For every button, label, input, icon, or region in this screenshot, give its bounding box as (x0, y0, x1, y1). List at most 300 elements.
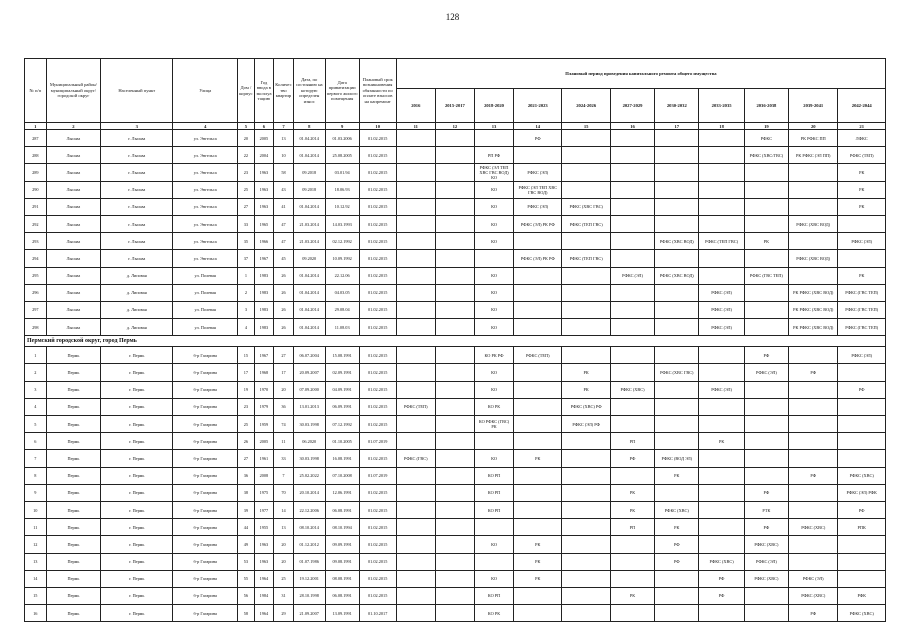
street-cell: ул. Энгельса (173, 250, 238, 267)
column-number: 12 (435, 123, 474, 130)
period-cell (789, 198, 838, 215)
period-cell: РФКС (ХВС) (838, 467, 886, 484)
house-cell: 20 (238, 130, 254, 147)
period-cell (655, 130, 699, 147)
period-cell: РФ (789, 467, 838, 484)
table-row (25, 147, 886, 164)
street-cell: б-р Гагарина (173, 587, 238, 604)
district-cell: Лысьва (46, 284, 101, 301)
year-cell: 1961 (254, 450, 274, 467)
period-cell (610, 364, 654, 381)
house-cell: 37 (238, 250, 254, 267)
settlement-cell: г. Пермь (101, 398, 173, 415)
planned-term-cell: 01.02.2015 (359, 250, 396, 267)
year-cell: 1963 (254, 536, 274, 553)
period-cell (699, 147, 744, 164)
date-status-cell: 01.04.2014 (293, 147, 325, 164)
period-cell (396, 467, 435, 484)
period-cell (396, 215, 435, 232)
date-private-cell: 29.08.04 (325, 301, 359, 318)
period-cell: РК (610, 501, 654, 518)
period-cell: КО РП (474, 501, 513, 518)
period-cell (610, 181, 654, 198)
period-cell (699, 267, 744, 284)
house-cell: 19 (238, 381, 254, 398)
date-status-cell: 21.03.2014 (293, 215, 325, 232)
date-private-cell: 04.03.05 (325, 284, 359, 301)
planned-term-cell: 01.02.2015 (359, 501, 396, 518)
period-cell (744, 381, 788, 398)
apartments-cell: 14 (274, 501, 294, 518)
period-cell (396, 553, 435, 570)
settlement-cell: г. Лысьва (101, 147, 173, 164)
period-cell (789, 433, 838, 450)
table-row (25, 347, 886, 364)
apartments-cell: 17 (274, 364, 294, 381)
period-cell: РФКС (ВОД ЭЛ) (655, 450, 699, 467)
period-cell: КО РК (474, 398, 513, 415)
period-cell (562, 319, 610, 336)
table-row (25, 519, 886, 536)
period-cell (396, 364, 435, 381)
settlement-cell: г. Пермь (101, 364, 173, 381)
house-cell: 3 (238, 301, 254, 318)
column-number: 14 (514, 123, 562, 130)
period-cell (562, 164, 610, 181)
period-cell: РК (838, 181, 886, 198)
row-number-cell: 14 (25, 570, 47, 587)
district-cell: Пермь (46, 347, 101, 364)
period-cell (610, 130, 654, 147)
street-cell: б-р Гагарина (173, 484, 238, 501)
district-cell: Пермь (46, 501, 101, 518)
period-cell: КО (474, 364, 513, 381)
settlement-cell: г. Пермь (101, 347, 173, 364)
period-cell (655, 181, 699, 198)
street-cell: ул. Энгельса (173, 215, 238, 232)
period-cell: РФКС (ЭЛ) (838, 347, 886, 364)
street-cell: б-р Гагарина (173, 450, 238, 467)
period-header: 2027-2029 (610, 89, 654, 123)
col-year-header: Год ввода в эксплуатацию (254, 59, 274, 123)
date-status-cell: 30.03.1998 (293, 450, 325, 467)
period-cell: РФ (744, 347, 788, 364)
period-cell (396, 519, 435, 536)
period-cell (655, 416, 699, 433)
date-status-cell: 21.03.2014 (293, 233, 325, 250)
year-cell: 1964 (254, 605, 274, 622)
period-cell (744, 450, 788, 467)
date-private-cell: 02.09.1991 (325, 364, 359, 381)
period-cell (435, 416, 474, 433)
period-cell (435, 587, 474, 604)
apartments-cell: 33 (274, 450, 294, 467)
settlement-cell: г. Лысьва (101, 250, 173, 267)
period-cell: РФКС (ХВС) РФ (562, 398, 610, 415)
period-cell (610, 164, 654, 181)
period-cell: РФКС (ЭЛ) (744, 364, 788, 381)
period-cell (838, 398, 886, 415)
period-cell: РФКС (ЭЛ) РК РФ (514, 215, 562, 232)
period-cell (514, 433, 562, 450)
street-cell: ул. Энгельса (173, 181, 238, 198)
apartments-cell: 29 (274, 605, 294, 622)
period-cell (699, 416, 744, 433)
table-row (25, 484, 886, 501)
year-cell: 1983 (254, 267, 274, 284)
period-cell (396, 147, 435, 164)
period-cell (699, 398, 744, 415)
date-status-cell: 25.02.2022 (293, 467, 325, 484)
period-cell (562, 433, 610, 450)
date-status-cell: 09.2018 (293, 181, 325, 198)
period-cell (744, 164, 788, 181)
date-status-cell: 01.04.2014 (293, 130, 325, 147)
date-private-cell: 18.06.93 (325, 181, 359, 198)
district-cell: Лысьва (46, 215, 101, 232)
period-cell (699, 250, 744, 267)
period-cell: КО (474, 198, 513, 215)
period-cell (514, 416, 562, 433)
planned-term-cell: 01.02.2015 (359, 215, 396, 232)
period-cell (789, 233, 838, 250)
period-cell (699, 501, 744, 518)
period-cell: КО РФКС (ГВС) РК (474, 416, 513, 433)
period-cell: РФК (838, 587, 886, 604)
year-cell: 2004 (254, 147, 274, 164)
period-cell (655, 484, 699, 501)
page-number: 128 (445, 12, 460, 22)
period-cell: КО РП (474, 484, 513, 501)
period-cell (435, 233, 474, 250)
period-cell (435, 570, 474, 587)
house-cell: 53 (238, 553, 254, 570)
period-cell (514, 233, 562, 250)
period-cell (396, 433, 435, 450)
row-number-cell: 298 (25, 319, 47, 336)
district-cell: Лысьва (46, 198, 101, 215)
settlement-cell: г. Пермь (101, 553, 173, 570)
row-number-cell: 13 (25, 553, 47, 570)
period-cell: РФКС (ГВС ТЕП) (838, 301, 886, 318)
period-cell: РФ (789, 364, 838, 381)
date-status-cell: 09.2020 (293, 250, 325, 267)
period-cell (699, 519, 744, 536)
period-cell: РФКС (ГВС ТЕП) (744, 267, 788, 284)
period-cell: КО РК РФ (474, 347, 513, 364)
street-cell: б-р Гагарина (173, 570, 238, 587)
col-date-status-header: Дата, по состоянию на которую определен износ (293, 59, 325, 123)
period-cell (435, 398, 474, 415)
period-cell: РФ (789, 605, 838, 622)
planned-term-cell: 01.02.2015 (359, 267, 396, 284)
period-cell: РК РФКС (ХВС ВОД) (789, 301, 838, 318)
date-private-cell: 10.12.92 (325, 198, 359, 215)
row-number-cell: 5 (25, 416, 47, 433)
house-cell: 17 (238, 364, 254, 381)
apartments-cell: 25 (274, 570, 294, 587)
date-status-cell: 20.10.2014 (293, 484, 325, 501)
period-cell (610, 398, 654, 415)
period-header: 2039-2041 (789, 89, 838, 123)
date-private-cell: 04.09.1991 (325, 381, 359, 398)
period-cell (562, 347, 610, 364)
section-title: Пермский городской округ, город Пермь (25, 336, 886, 347)
period-cell (744, 198, 788, 215)
period-cell (655, 284, 699, 301)
table-row (25, 319, 886, 336)
period-cell: РФКС (ЭЛ) РФ (562, 416, 610, 433)
column-number: 13 (474, 123, 513, 130)
period-cell (744, 416, 788, 433)
year-cell: 1963 (254, 553, 274, 570)
planned-term-cell: 01.02.2015 (359, 570, 396, 587)
column-number: 15 (562, 123, 610, 130)
district-cell: Лысьва (46, 267, 101, 284)
table-row (25, 250, 886, 267)
house-cell: 26 (238, 433, 254, 450)
period-header: 2016 (396, 89, 435, 123)
date-private-cell: 13.09.1991 (325, 605, 359, 622)
period-cell (562, 605, 610, 622)
period-cell: КО (474, 215, 513, 232)
year-cell: 1959 (254, 416, 274, 433)
date-status-cell: 01.12.2012 (293, 536, 325, 553)
period-cell (514, 319, 562, 336)
row-number-cell: 11 (25, 519, 47, 536)
period-cell (655, 587, 699, 604)
district-cell: Пермь (46, 536, 101, 553)
row-number-cell: 3 (25, 381, 47, 398)
district-cell: Пермь (46, 450, 101, 467)
planned-term-cell: 01.07.2019 (359, 467, 396, 484)
planned-term-cell: 01.02.2015 (359, 450, 396, 467)
period-cell: КО (474, 233, 513, 250)
period-cell (610, 250, 654, 267)
period-cell: РФКС (ХВС) (838, 605, 886, 622)
column-number: 7 (274, 123, 294, 130)
planned-term-cell: 01.02.2015 (359, 164, 396, 181)
period-cell (838, 433, 886, 450)
period-cell (655, 198, 699, 215)
planned-term-cell: 01.07.2019 (359, 433, 396, 450)
column-number: 9 (325, 123, 359, 130)
row-number-cell: 291 (25, 198, 47, 215)
apartments-cell: 10 (274, 147, 294, 164)
period-cell (514, 519, 562, 536)
table-row (25, 215, 886, 232)
period-cell (655, 381, 699, 398)
column-number: 20 (789, 123, 838, 130)
district-cell: Лысьва (46, 233, 101, 250)
settlement-cell: г. Лысьва (101, 198, 173, 215)
district-cell: Пермь (46, 398, 101, 415)
period-cell: РФ (744, 519, 788, 536)
period-cell (435, 553, 474, 570)
date-private-cell: 11.08.03 (325, 319, 359, 336)
house-cell: 58 (238, 605, 254, 622)
planned-term-cell: 01.02.2015 (359, 587, 396, 604)
table-row (25, 450, 886, 467)
planned-term-cell: 01.02.2015 (359, 147, 396, 164)
row-number-cell: 293 (25, 233, 47, 250)
period-cell (435, 250, 474, 267)
apartments-cell: 70 (274, 484, 294, 501)
period-cell: РФКС (ХВС/ГВС) (744, 147, 788, 164)
row-number-cell: 1 (25, 347, 47, 364)
street-cell: ул. Полевая (173, 284, 238, 301)
period-cell (610, 570, 654, 587)
district-cell: Пермь (46, 605, 101, 622)
period-cell (562, 147, 610, 164)
period-cell (396, 347, 435, 364)
street-cell: б-р Гагарина (173, 501, 238, 518)
period-cell (562, 301, 610, 318)
date-private-cell: 06.08.1991 (325, 587, 359, 604)
house-cell: 35 (238, 233, 254, 250)
year-cell: 1984 (254, 587, 274, 604)
period-cell (838, 450, 886, 467)
period-cell (396, 284, 435, 301)
period-cell (789, 501, 838, 518)
period-cell: РК (655, 467, 699, 484)
year-cell: 1963 (254, 164, 274, 181)
apartments-cell: 13 (274, 130, 294, 147)
period-cell: РК (838, 198, 886, 215)
house-cell: 55 (238, 570, 254, 587)
col-planned-term-header: Плановый срок возникновения обязанности по оплате взносов на капремонт (359, 59, 396, 123)
column-number: 8 (293, 123, 325, 130)
period-cell (562, 181, 610, 198)
settlement-cell: г. Лысьва (101, 233, 173, 250)
row-number-cell: 288 (25, 147, 47, 164)
period-cell (699, 484, 744, 501)
settlement-cell: г. Пермь (101, 587, 173, 604)
period-cell (435, 467, 474, 484)
period-cell (435, 364, 474, 381)
date-status-cell: 07.09.2000 (293, 381, 325, 398)
period-cell (435, 501, 474, 518)
period-cell (699, 605, 744, 622)
year-cell: 1979 (254, 398, 274, 415)
street-cell: ул. Полевая (173, 301, 238, 318)
period-header: 2021-2023 (514, 89, 562, 123)
date-status-cell: 01.04.2014 (293, 301, 325, 318)
street-cell: б-р Гагарина (173, 519, 238, 536)
house-cell: 27 (238, 198, 254, 215)
period-cell: РФКС (ГВС ТЕП) (838, 284, 886, 301)
period-cell (435, 147, 474, 164)
period-cell: РК РФКС (ЭЛ ПП) (789, 147, 838, 164)
apartments-cell: 20 (274, 553, 294, 570)
year-cell: 1963 (254, 198, 274, 215)
row-number-cell: 296 (25, 284, 47, 301)
planned-term-cell: 01.02.2015 (359, 301, 396, 318)
column-number: 21 (838, 123, 886, 130)
row-number-cell: 8 (25, 467, 47, 484)
period-cell (396, 233, 435, 250)
period-cell (396, 130, 435, 147)
apartments-cell: 7 (274, 467, 294, 484)
period-cell: РК (655, 519, 699, 536)
house-cell: 27 (238, 450, 254, 467)
planned-term-cell: 01.02.2015 (359, 364, 396, 381)
period-cell (396, 250, 435, 267)
period-cell (699, 364, 744, 381)
period-cell (610, 301, 654, 318)
apartments-cell: 36 (274, 398, 294, 415)
period-cell (655, 433, 699, 450)
street-cell: ул. Энгельса (173, 147, 238, 164)
date-private-cell: 10.09.1992 (325, 250, 359, 267)
settlement-cell: д. Липовая (101, 267, 173, 284)
period-cell (655, 347, 699, 364)
period-cell (514, 147, 562, 164)
date-private-cell: 09.09.1991 (325, 536, 359, 553)
district-cell: Пермь (46, 587, 101, 604)
period-header: 2018-2020 (474, 89, 513, 123)
period-cell: РК (562, 364, 610, 381)
street-cell: ул. Энгельса (173, 233, 238, 250)
period-cell (474, 433, 513, 450)
period-cell: РФКС (ХВС ВОД) (655, 233, 699, 250)
house-cell: 23 (238, 164, 254, 181)
row-number-cell: 290 (25, 181, 47, 198)
settlement-cell: д. Липовая (101, 284, 173, 301)
row-number-cell: 287 (25, 130, 47, 147)
period-cell: КО РП (474, 587, 513, 604)
street-cell: б-р Гагарина (173, 536, 238, 553)
period-cell (838, 570, 886, 587)
period-cell (789, 381, 838, 398)
row-number-cell: 7 (25, 450, 47, 467)
period-cell: РФКС (ГВС) (396, 450, 435, 467)
period-cell (744, 467, 788, 484)
table-row (25, 130, 886, 147)
date-status-cell: 30.03.1998 (293, 416, 325, 433)
period-cell: РФКС (ХВС ГВС) (655, 364, 699, 381)
table-row (25, 553, 886, 570)
year-cell: 1964 (254, 570, 274, 587)
period-cell (655, 250, 699, 267)
date-private-cell: 25.08.2005 (325, 147, 359, 164)
period-cell (744, 284, 788, 301)
planned-term-cell: 01.02.2015 (359, 519, 396, 536)
year-cell: 1963 (254, 181, 274, 198)
period-cell (562, 553, 610, 570)
district-cell: Пермь (46, 519, 101, 536)
district-cell: Лысьва (46, 147, 101, 164)
period-cell: РФКС (ТЕП) (514, 347, 562, 364)
planned-term-cell: 01.02.2015 (359, 347, 396, 364)
period-cell (562, 284, 610, 301)
period-cell: РФКС (ГВС ТЕП) (838, 319, 886, 336)
period-cell (396, 164, 435, 181)
planned-term-cell: 01.02.2015 (359, 181, 396, 198)
period-cell: РФКС (ТЕП ГВС) (699, 233, 744, 250)
period-cell (744, 301, 788, 318)
period-cell (744, 181, 788, 198)
district-cell: Лысьва (46, 250, 101, 267)
period-cell (396, 181, 435, 198)
period-cell (396, 501, 435, 518)
period-cell: РФКС (ХВС) (744, 536, 788, 553)
period-cell: РФ (838, 501, 886, 518)
period-cell: РФКС (ХВС ВОД) (789, 215, 838, 232)
street-cell: б-р Гагарина (173, 433, 238, 450)
period-cell (514, 484, 562, 501)
period-cell: РФ (744, 484, 788, 501)
